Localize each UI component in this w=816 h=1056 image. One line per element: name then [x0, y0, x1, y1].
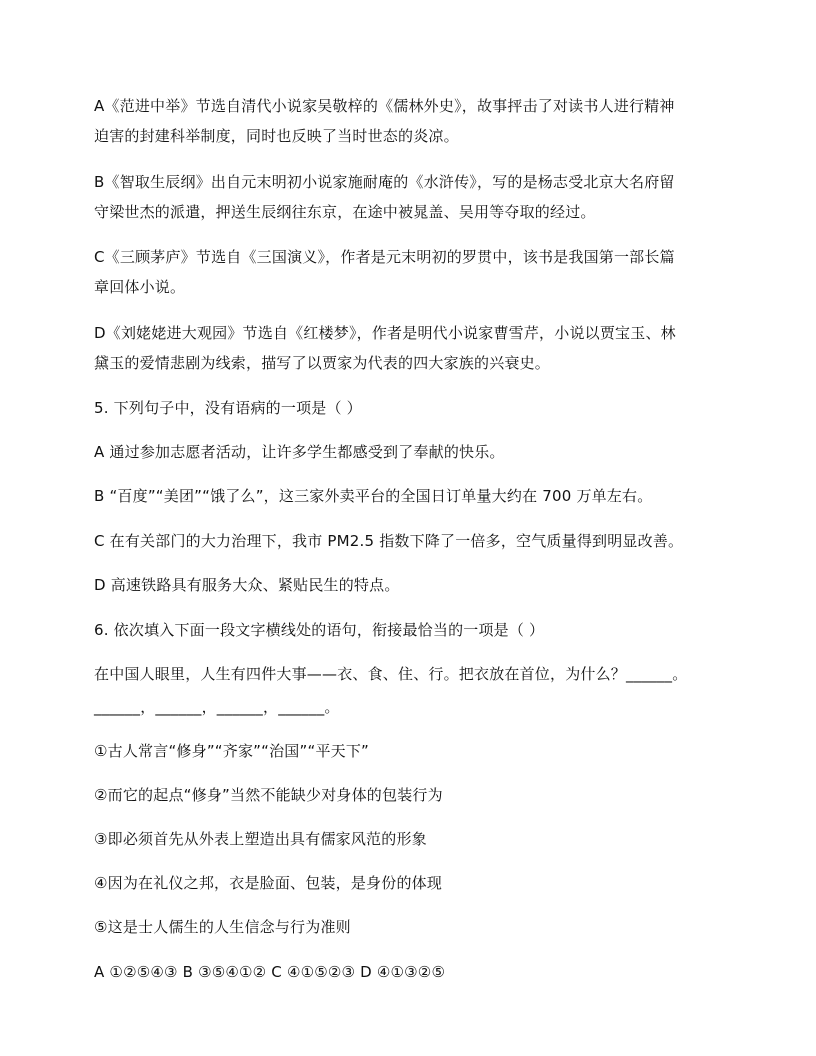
question-6-sentence-3: ③即必须首先从外表上塑造出具有儒家风范的形象	[94, 830, 427, 848]
option-d-line-1: D《刘姥姥进大观园》节选自《红楼梦》，作者是明代小说家曹雪芹，小说以贾宝玉、林	[94, 324, 676, 342]
question-6-stem: 6. 依次填入下面一段文字横线处的语句，衔接最恰当的一项是（ ）	[94, 621, 545, 639]
question-6-passage-1: 在中国人眼里，人生有四件大事——衣、食、住、行。把衣放在首位，为什么？______。	[94, 665, 688, 683]
question-5-option-d: D 高速铁路具有服务大众、紧贴民生的特点。	[94, 576, 400, 594]
option-a-line-2: 迫害的封建科举制度，同时也反映了当时世态的炎凉。	[94, 127, 459, 145]
question-6-sentence-4: ④因为在礼仪之邦，衣是脸面、包装，是身份的体现	[94, 874, 443, 892]
option-d-line-2: 黛玉的爱情悲剧为线索，描写了以贾家为代表的四大家族的兴衰史。	[94, 354, 551, 372]
option-b-line-1: B《智取生辰纲》出自元末明初小说家施耐庵的《水浒传》，写的是杨志受北京大名府留	[94, 173, 675, 191]
question-6-sentence-2: ②而它的起点“修身”当然不能缺少对身体的包装行为	[94, 786, 443, 804]
option-c-line-1: C《三顾茅庐》节选自《三国演义》，作者是元末明初的罗贯中，该书是我国第一部长篇	[94, 248, 675, 266]
option-b-line-2: 守梁世杰的派遣，押送生辰纲往东京，在途中被晁盖、吴用等夺取的经过。	[94, 203, 596, 221]
question-6-sentence-5: ⑤这是士人儒生的人生信念与行为准则	[94, 918, 351, 936]
question-6-options: A ①②⑤④③ B ③⑤④①② C ④①⑤②③ D ④①③②⑤	[94, 963, 446, 981]
question-6-sentence-1: ①古人常言“修身”“齐家”“治国”“平天下”	[94, 742, 370, 760]
question-5-option-c: C 在有关部门的大力治理下，我市 PM2.5 指数下降了一倍多，空气质量得到明显改善。	[94, 532, 684, 550]
option-a-line-1: A《范进中举》节选自清代小说家吴敬梓的《儒林外史》，故事抨击了对读书人进行精神	[94, 97, 675, 115]
question-5-stem: 5. 下列句子中，没有语病的一项是（ ）	[94, 399, 362, 417]
question-6-passage-2: ______，______，______，______。	[94, 698, 340, 716]
option-c-line-2: 章回体小说。	[94, 278, 186, 296]
question-5-option-a: A 通过参加志愿者活动，让许多学生都感受到了奉献的快乐。	[94, 443, 505, 461]
question-5-option-b: B “百度”“美团”“饿了么”，这三家外卖平台的全国日订单量大约在 700 万单左右。	[94, 487, 653, 505]
